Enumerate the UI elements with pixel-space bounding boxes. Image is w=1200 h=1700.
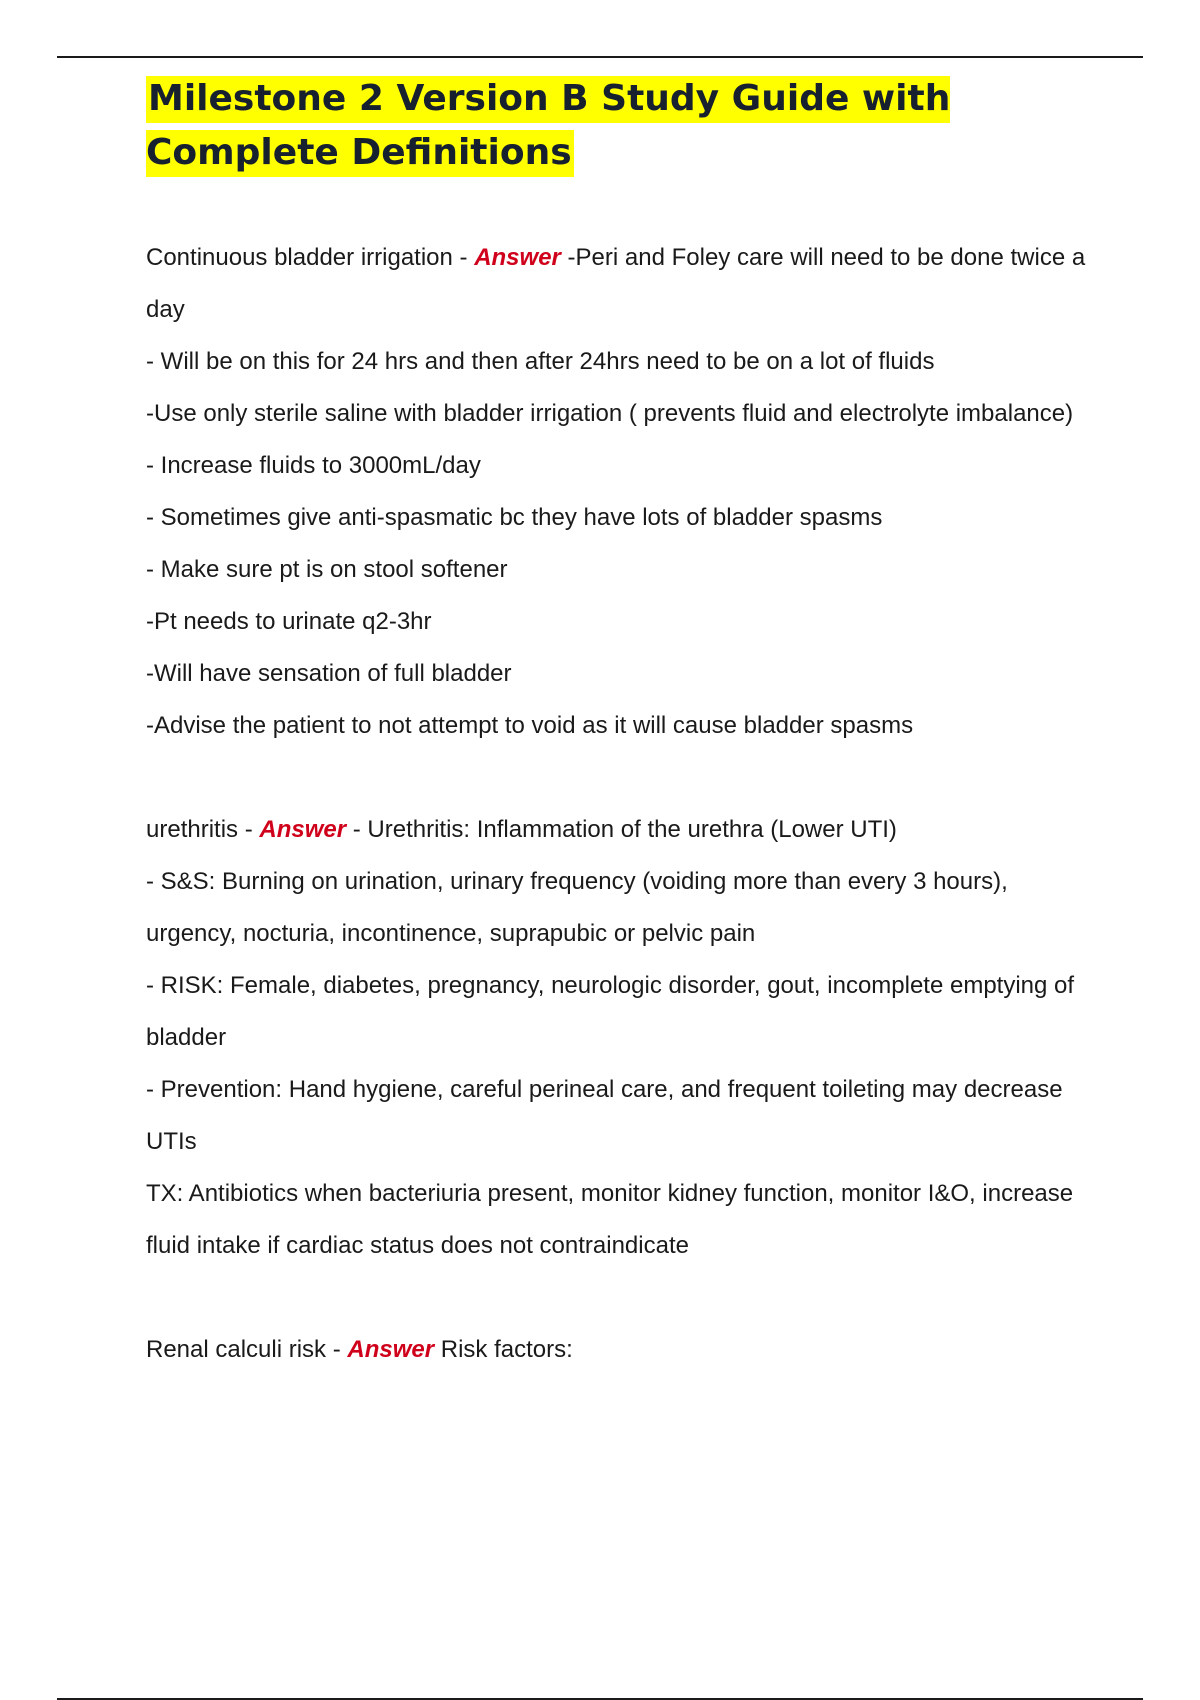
entry-detail-line: - RISK: Female, diabetes, pregnancy, neurologic disorder, gout, incomplete emptying of bladder	[146, 972, 1075, 1051]
study-entry	[146, 804, 1086, 1272]
entry-definition: -Peri and Foley care will need to be done twice a day	[146, 244, 1086, 323]
entry-detail-line: -Advise the patient to not attempt to void as it will cause bladder spasms	[146, 712, 914, 739]
entries-list	[146, 232, 1086, 1376]
entry-definition: - Urethritis: Inflammation of the urethra (Lower UTI)	[346, 816, 897, 843]
entry-detail-line: - Increase fluids to 3000mL/day	[146, 452, 481, 479]
document-body	[146, 72, 1086, 1428]
study-entry	[146, 1324, 1086, 1376]
entry-detail-line: -Pt needs to urinate q2-3hr	[146, 608, 432, 635]
entry-heading-line	[146, 1324, 1086, 1376]
study-entry	[146, 232, 1086, 752]
entry-detail-line: -Will have sensation of full bladder	[146, 660, 512, 687]
entry-detail-line: - Make sure pt is on stool softener	[146, 556, 508, 583]
entry-detail-line: -Use only sterile saline with bladder irrigation ( prevents fluid and electrolyte imbalance)	[146, 400, 1074, 427]
entry-term: Renal calculi risk -	[146, 1336, 348, 1363]
answer-label: Answer	[474, 244, 561, 271]
entry-definition: Risk factors:	[434, 1336, 573, 1363]
entry-heading-line	[146, 804, 1086, 856]
entry-detail-line: TX: Antibiotics when bacteriuria present, monitor kidney function, monitor I&O, increase fluid intake if cardiac status does not contraindicate	[146, 1180, 1074, 1259]
entry-term: Continuous bladder irrigation -	[146, 244, 475, 271]
answer-label: Answer	[347, 1336, 435, 1363]
entry-heading-line	[146, 232, 1086, 336]
entry-detail-line: - Sometimes give anti-spasmatic bc they have lots of bladder spasms	[146, 504, 883, 531]
title-highlight: Milestone 2 Version B Study Guide with Complete Definitions	[146, 76, 950, 177]
entry-term: urethritis -	[146, 816, 260, 843]
entry-detail-line: - S&S: Burning on urination, urinary frequency (voiding more than every 3 hours), urgency, nocturia, incontinence, suprapubic or pelvic pain	[146, 868, 1008, 947]
answer-label: Answer	[259, 816, 347, 843]
entry-detail-line: - Prevention: Hand hygiene, careful perineal care, and frequent toileting may decrease UTIs	[146, 1076, 1063, 1155]
entry-detail-line: - Will be on this for 24 hrs and then after 24hrs need to be on a lot of fluids	[146, 348, 935, 375]
header-rule	[57, 56, 1143, 58]
page-title	[146, 72, 1086, 180]
